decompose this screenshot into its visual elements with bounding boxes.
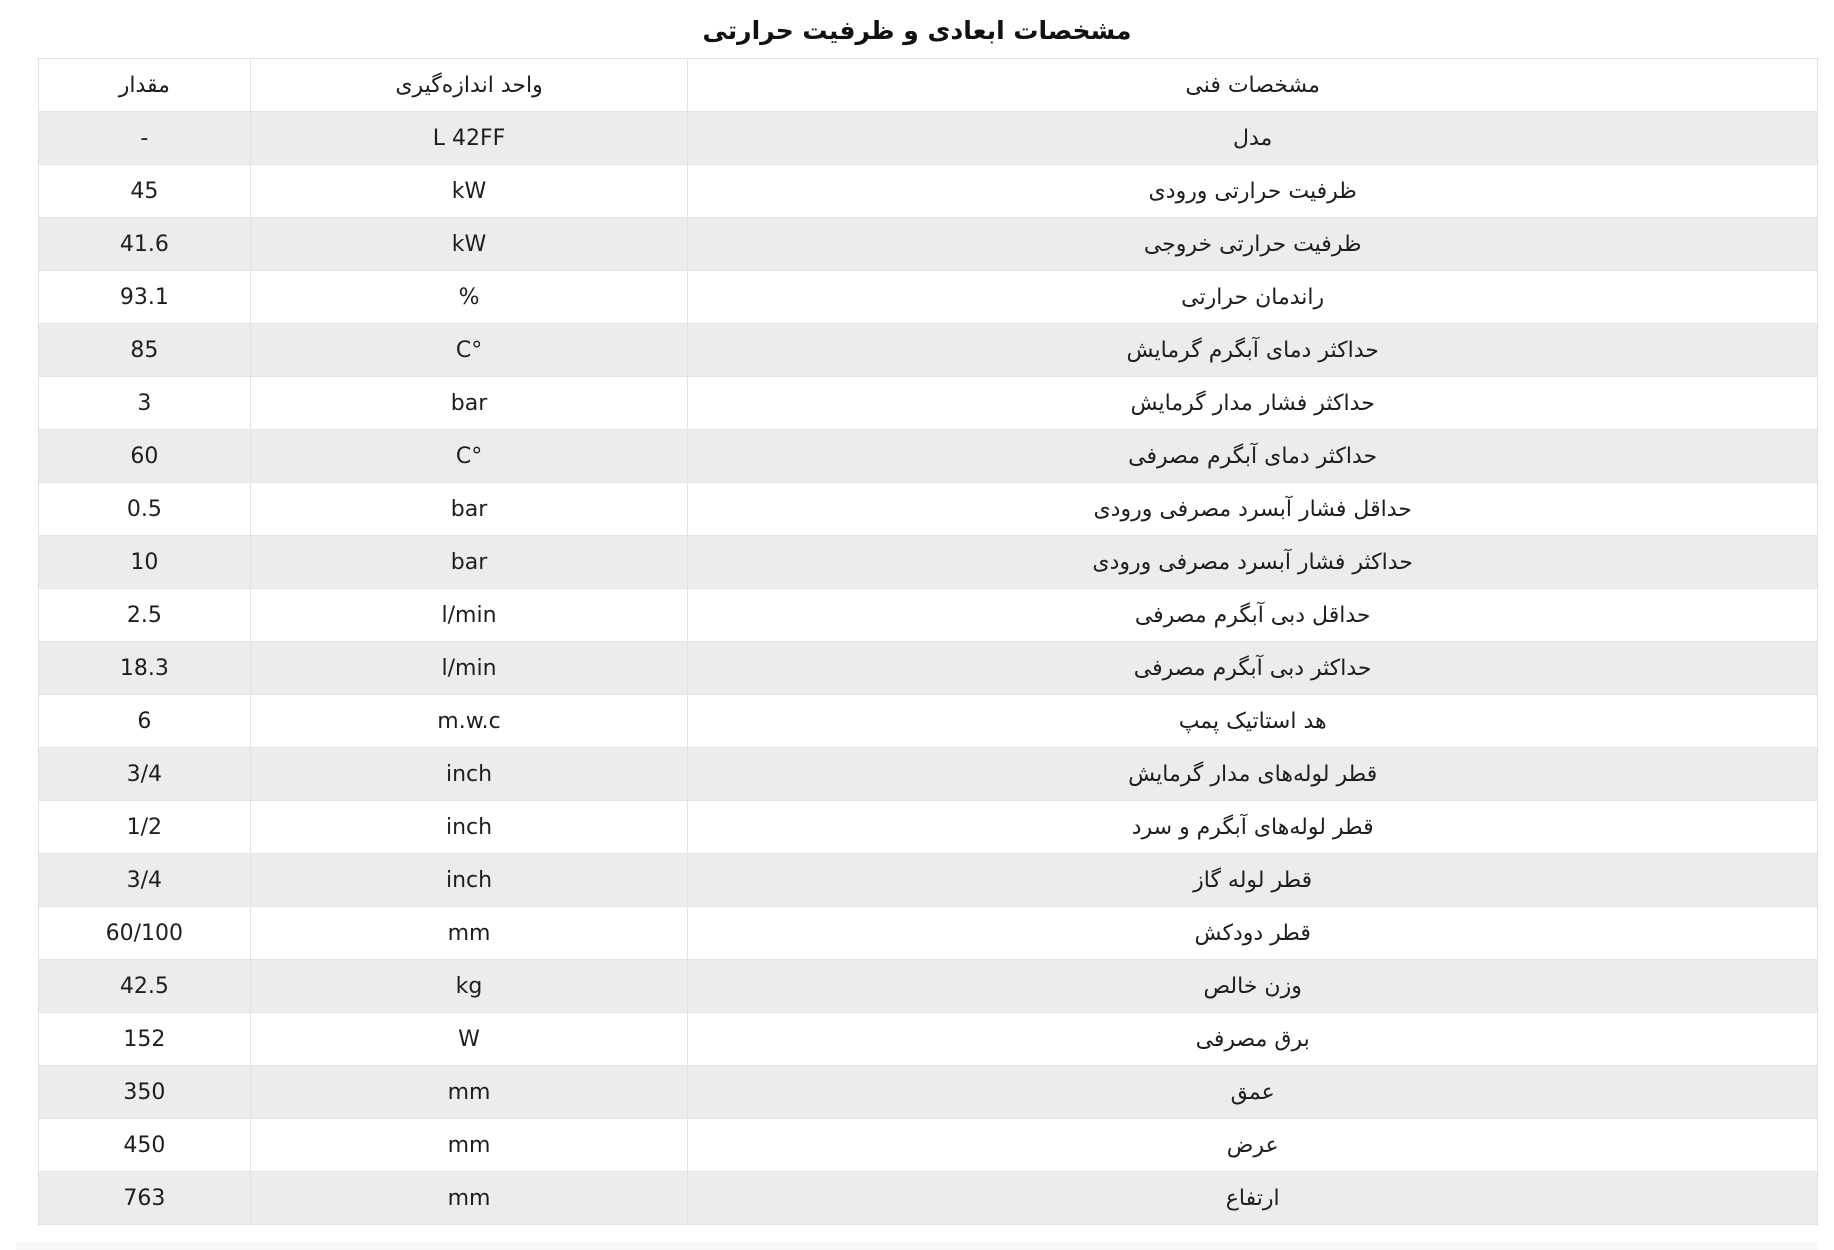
spec-cell: حداکثر دمای آبگرم مصرفی	[688, 430, 1818, 483]
value-cell: 2.5	[39, 589, 251, 642]
spec-cell: هد استاتیک پمپ	[688, 695, 1818, 748]
spec-cell: حداکثر دمای آبگرم گرمایش	[688, 324, 1818, 377]
table-row	[39, 1066, 1818, 1119]
table-row	[39, 430, 1818, 483]
value-cell: 1/2	[39, 801, 251, 854]
unit-cell: m.w.c	[250, 695, 688, 748]
unit-cell: mm	[250, 1172, 688, 1225]
table-row	[39, 748, 1818, 801]
value-cell: 6	[39, 695, 251, 748]
unit-cell: °C	[250, 324, 688, 377]
table-row	[39, 377, 1818, 430]
spec-cell: ظرفیت حرارتی خروجی	[688, 218, 1818, 271]
spec-cell: قطر لوله‌های آبگرم و سرد	[688, 801, 1818, 854]
spec-table-header	[39, 59, 1818, 112]
value-cell: 152	[39, 1013, 251, 1066]
unit-cell: mm	[250, 1066, 688, 1119]
spec-table	[38, 58, 1818, 1225]
spec-cell: حداکثر فشار آبسرد مصرفی ورودی	[688, 536, 1818, 589]
unit-cell: mm	[250, 907, 688, 960]
spec-cell: ارتفاع	[688, 1172, 1818, 1225]
unit-cell: %	[250, 271, 688, 324]
value-cell: 763	[39, 1172, 251, 1225]
spec-cell: عمق	[688, 1066, 1818, 1119]
unit-cell: mm	[250, 1119, 688, 1172]
spec-cell: حداقل فشار آبسرد مصرفی ورودی	[688, 483, 1818, 536]
table-row	[39, 536, 1818, 589]
table-row	[39, 1172, 1818, 1225]
spec-cell: قطر لوله‌های مدار گرمایش	[688, 748, 1818, 801]
unit-cell: bar	[250, 536, 688, 589]
unit-cell: inch	[250, 801, 688, 854]
value-cell: 60/100	[39, 907, 251, 960]
unit-cell: l/min	[250, 589, 688, 642]
header-cell-unit: واحد اندازه‌گیری	[250, 59, 688, 112]
table-row	[39, 165, 1818, 218]
unit-cell: kW	[250, 218, 688, 271]
spec-cell: مدل	[688, 112, 1818, 165]
spec-cell: راندمان حرارتی	[688, 271, 1818, 324]
unit-cell: kg	[250, 960, 688, 1013]
unit-cell: kW	[250, 165, 688, 218]
page-title: مشخصات ابعادی و ظرفیت حرارتی	[702, 16, 1132, 45]
unit-cell: bar	[250, 483, 688, 536]
header-cell-value: مقدار	[39, 59, 251, 112]
value-cell: 3	[39, 377, 251, 430]
value-cell: 10	[39, 536, 251, 589]
value-cell: -	[39, 112, 251, 165]
spec-cell: قطر لوله گاز	[688, 854, 1818, 907]
value-cell: 18.3	[39, 642, 251, 695]
spec-cell: حداکثر فشار مدار گرمایش	[688, 377, 1818, 430]
value-cell: 93.1	[39, 271, 251, 324]
table-row	[39, 324, 1818, 377]
unit-cell: °C	[250, 430, 688, 483]
unit-cell: inch	[250, 854, 688, 907]
value-cell: 45	[39, 165, 251, 218]
unit-cell: inch	[250, 748, 688, 801]
header-cell-spec: مشخصات فنی	[688, 59, 1818, 112]
spec-cell: ظرفیت حرارتی ورودی	[688, 165, 1818, 218]
header-row	[39, 59, 1818, 112]
table-body	[39, 112, 1818, 1225]
value-cell: 41.6	[39, 218, 251, 271]
table-row	[39, 960, 1818, 1013]
unit-cell: bar	[250, 377, 688, 430]
value-cell: 350	[39, 1066, 251, 1119]
unit-cell: L 42FF	[250, 112, 688, 165]
table-row	[39, 218, 1818, 271]
table-row	[39, 112, 1818, 165]
table-row	[39, 907, 1818, 960]
spec-cell: وزن خالص	[688, 960, 1818, 1013]
table-row	[39, 1119, 1818, 1172]
table-row	[39, 1013, 1818, 1066]
unit-cell: W	[250, 1013, 688, 1066]
table-row	[39, 801, 1818, 854]
spec-cell: حداقل دبی آبگرم مصرفی	[688, 589, 1818, 642]
value-cell: 3/4	[39, 748, 251, 801]
value-cell: 60	[39, 430, 251, 483]
value-cell: 3/4	[39, 854, 251, 907]
next-section-strip	[16, 1242, 1818, 1250]
table-row	[39, 854, 1818, 907]
unit-cell: l/min	[250, 642, 688, 695]
value-cell: 42.5	[39, 960, 251, 1013]
value-cell: 450	[39, 1119, 251, 1172]
spec-cell: قطر دودکش	[688, 907, 1818, 960]
value-cell: 85	[39, 324, 251, 377]
table-row	[39, 695, 1818, 748]
value-cell: 0.5	[39, 483, 251, 536]
spec-cell: برق مصرفی	[688, 1013, 1818, 1066]
table-row	[39, 589, 1818, 642]
table-row	[39, 271, 1818, 324]
spec-cell: عرض	[688, 1119, 1818, 1172]
spec-cell: حداکثر دبی آبگرم مصرفی	[688, 642, 1818, 695]
table-row	[39, 642, 1818, 695]
table-row	[39, 483, 1818, 536]
